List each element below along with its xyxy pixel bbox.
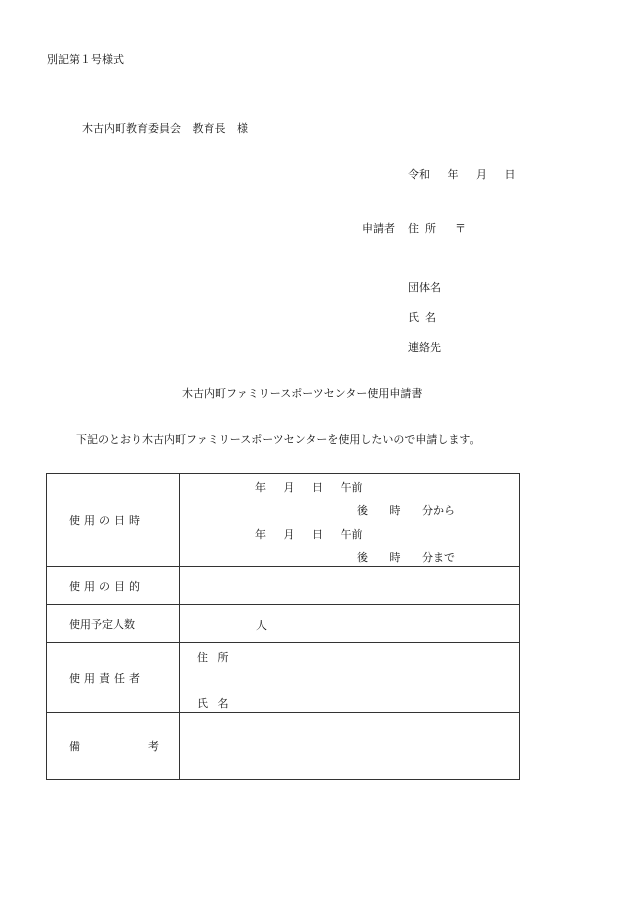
datetime-label: 使用の日時 [47,474,180,567]
remarks-label [47,713,180,780]
form-number: 別記第１号様式 [47,53,124,66]
count-field[interactable] [180,605,520,643]
application-table [46,473,520,780]
intro-text: 下記のとおり木古内町ファミリースポーツセンターを使用したいので申請します。 [76,433,481,446]
purpose-label: 使用の目的 [47,567,180,605]
document-title: 木古内町ファミリースポーツセンター使用申請書 [182,387,423,400]
remarks-field[interactable] [180,713,520,780]
responsible-label: 使用責任者 [47,643,180,713]
group-name-label: 団体名 [408,281,441,294]
responsible-name-label: 氏 名 [197,697,229,710]
responsible-address-label: 住 所 [197,651,229,664]
responsible-field[interactable] [180,643,520,713]
name-label: 氏名 [408,311,442,324]
datetime-end-date: 年 月 日 午前 [255,528,363,541]
purpose-field[interactable] [180,567,520,605]
remarks-row [47,713,520,780]
count-unit: 人 [256,619,267,632]
remarks-label-char-2: 考 [148,740,159,753]
contact-label: 連絡先 [408,341,441,354]
datetime-start-time: 後 時 分から [357,504,455,517]
datetime-row [47,474,520,567]
applicant-label: 申請者 [362,222,395,235]
responsible-row [47,643,520,713]
purpose-row [47,567,520,605]
addressee: 木古内町教育委員会 教育長 様 [82,122,248,135]
remarks-label-char-1: 備 [69,740,80,753]
count-label: 使用予定人数 [47,605,180,643]
count-row [47,605,520,643]
datetime-start-date: 年 月 日 午前 [255,481,363,494]
datetime-field[interactable] [180,474,520,567]
date-line: 令和 年 月 日 [408,168,516,181]
datetime-end-time: 後 時 分まで [357,551,455,564]
postal-mark: 〒 [455,222,466,235]
address-label: 住所 [408,222,442,235]
